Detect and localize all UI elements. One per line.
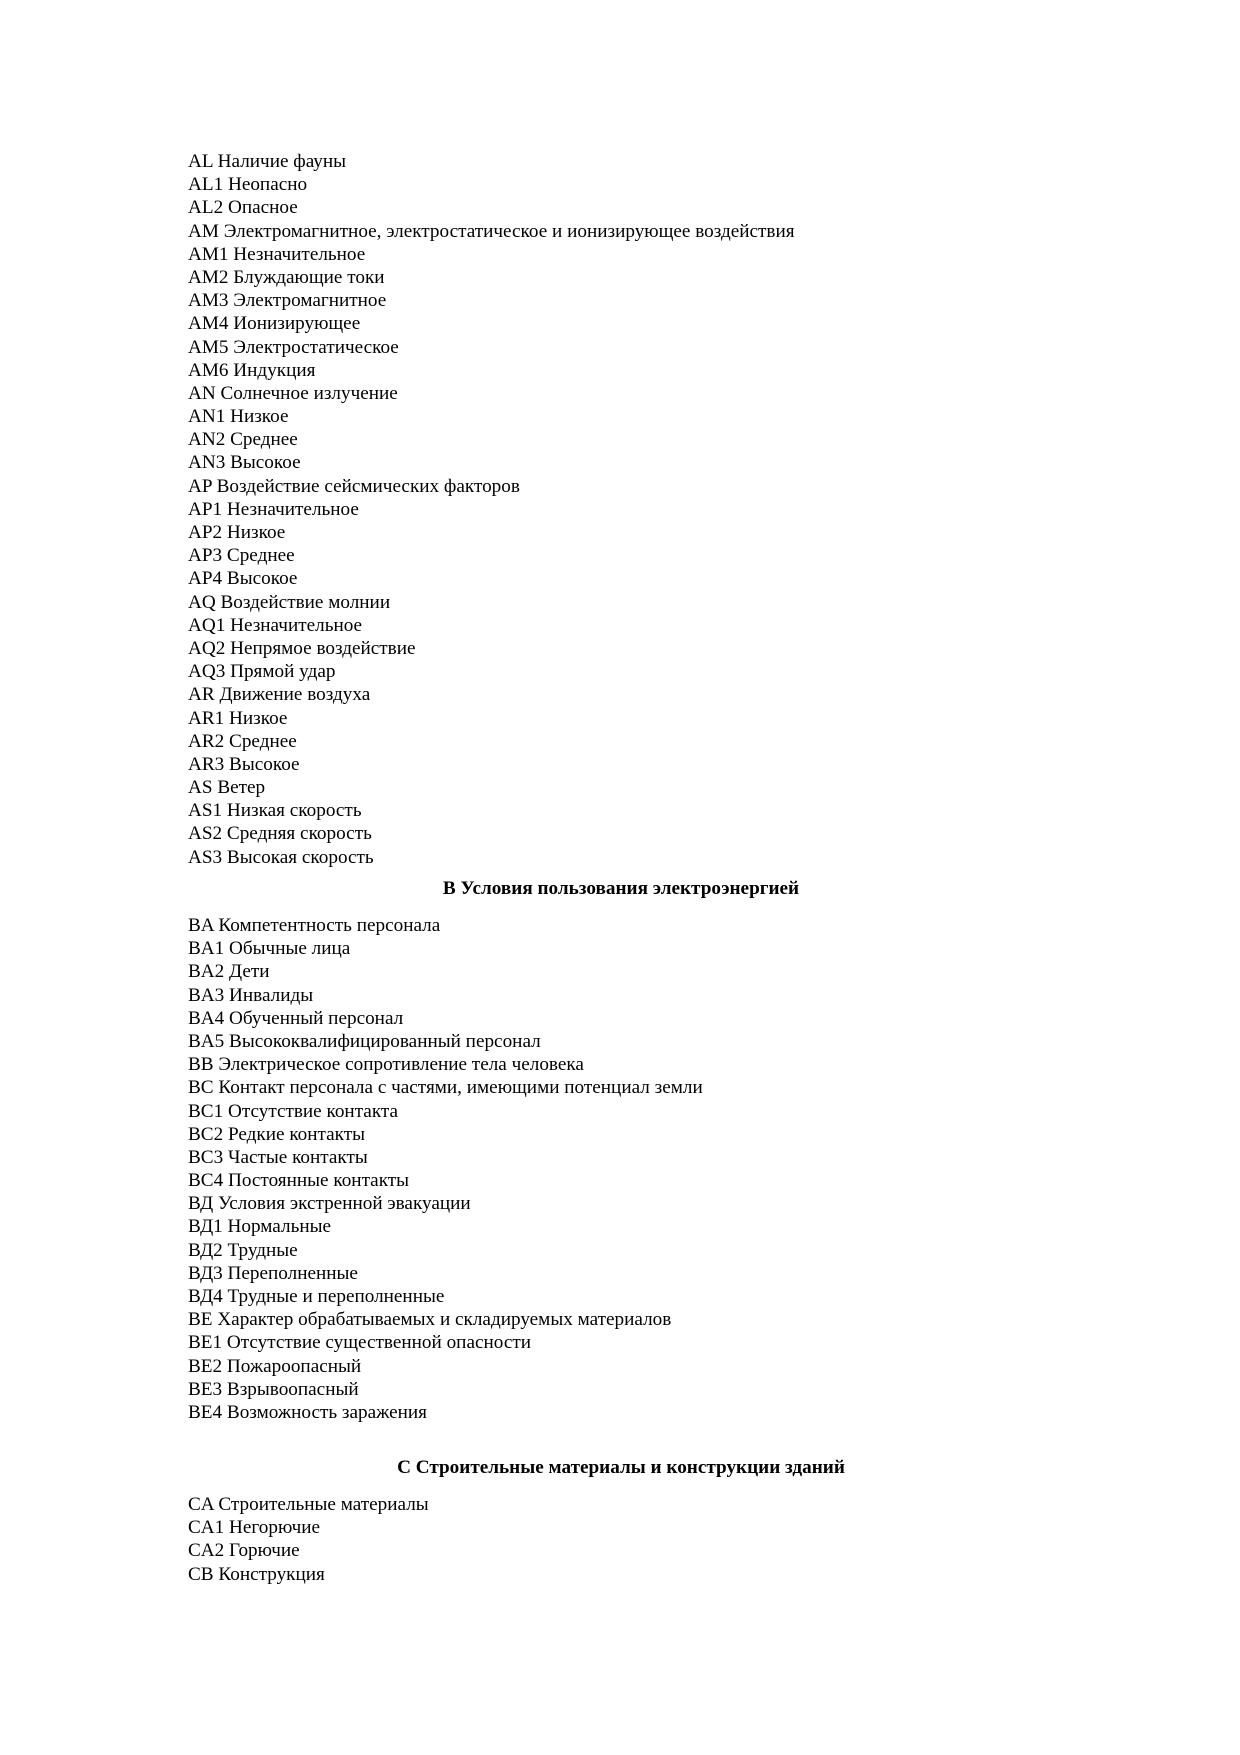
list-line: AM3 Электромагнитное: [188, 290, 387, 312]
list-line: AR1 Низкое: [188, 707, 288, 729]
list-line: BC4 Постоянные контакты: [188, 1170, 410, 1192]
list-line: AP4 Высокое: [188, 568, 298, 590]
list-line: AL1 Неопасно: [188, 174, 308, 196]
list-line: AM6 Индукция: [188, 359, 316, 381]
list-line: ВД2 Трудные: [188, 1239, 298, 1261]
list-line: BC3 Частые контакты: [188, 1146, 368, 1168]
list-line: CA Строительные материалы: [188, 1494, 429, 1515]
list-line: ВД3 Переполненные: [188, 1262, 358, 1284]
list-line: BC Контакт персонала с частями, имеющими потенциал земли: [188, 1077, 703, 1099]
list-line: AL2 Опасное: [188, 197, 298, 219]
list-line: AR3 Высокое: [188, 753, 300, 775]
section-c-list: [188, 1493, 1068, 1586]
list-line: BC1 Отсутствие контакта: [188, 1100, 399, 1122]
list-line: AP2 Низкое: [188, 522, 286, 543]
list-line: BA3 Инвалиды: [188, 984, 314, 1006]
list-line: BA Компетентность персонала: [188, 915, 441, 936]
section-c-heading: С Строительные материалы и конструкции зданий: [397, 1457, 845, 1478]
list-line: AQ3 Прямой удар: [188, 661, 336, 683]
list-line: BC2 Редкие контакты: [188, 1123, 366, 1145]
list-line: AN2 Среднее: [188, 429, 298, 451]
list-line: AR Движение воздуха: [188, 684, 371, 706]
list-line: AN3 Высокое: [188, 452, 301, 474]
list-line: AS Ветер: [188, 777, 266, 799]
list-line: CA1 Негорючие: [188, 1517, 321, 1539]
list-line: CB Конструкция: [188, 1563, 325, 1585]
list-line: AN1 Низкое: [188, 406, 289, 428]
list-line: BA4 Обученный персонал: [188, 1007, 404, 1029]
list-line: BA1 Обычные лица: [188, 938, 351, 960]
list-line: AM2 Блуждающие токи: [188, 266, 385, 288]
list-line: AP1 Незначительное: [188, 498, 359, 520]
list-line: BE4 Возможность заражения: [188, 1401, 428, 1423]
list-line: AS1 Низкая скорость: [188, 800, 362, 822]
list-line: CA2 Горючие: [188, 1540, 300, 1562]
list-line: ВД4 Трудные и переполненные: [188, 1286, 445, 1307]
list-line: BE2 Пожароопасный: [188, 1355, 362, 1377]
list-line: AQ1 Незначительное: [188, 614, 363, 636]
list-line: BA2 Дети: [188, 961, 270, 983]
list-line: AP3 Среднее: [188, 545, 295, 567]
list-line: AP Воздействие сейсмических факторов: [188, 475, 520, 497]
section-b-list: [188, 914, 1068, 1424]
list-line: BA5 Высококвалифицированный персонал: [188, 1030, 541, 1052]
list-line: AM4 Ионизирующее: [188, 313, 361, 335]
list-line: AM5 Электростатическое: [188, 336, 399, 358]
list-line: AQ2 Непрямое воздействие: [188, 637, 416, 659]
list-line: BB Электрическое сопротивление тела человека: [188, 1054, 584, 1076]
section-a-list: [188, 150, 1068, 869]
list-line: AQ Воздействие молнии: [188, 591, 391, 613]
list-line: ВД1 Нормальные: [188, 1216, 331, 1238]
list-line: AS2 Средняя скорость: [188, 823, 372, 845]
list-line: AR2 Среднее: [188, 730, 297, 752]
list-line: AM1 Незначительное: [188, 243, 366, 265]
list-line: AM Электромагнитное, электростатическое и ионизирующее воздействия: [188, 220, 795, 242]
list-line: AN Солнечное излучение: [188, 382, 398, 404]
list-line: ВД Условия экстренной эвакуации: [188, 1193, 471, 1215]
list-line: BE3 Взрывоопасный: [188, 1378, 359, 1400]
list-line: AL Наличие фауны: [188, 151, 347, 172]
list-line: BE Характер обрабатываемых и складируемых материалов: [188, 1309, 672, 1331]
list-line: BE1 Отсутствие существенной опасности: [188, 1332, 531, 1354]
list-line: AS3 Высокая скорость: [188, 846, 374, 868]
section-b-heading: В Условия пользования электроэнергией: [442, 878, 800, 899]
